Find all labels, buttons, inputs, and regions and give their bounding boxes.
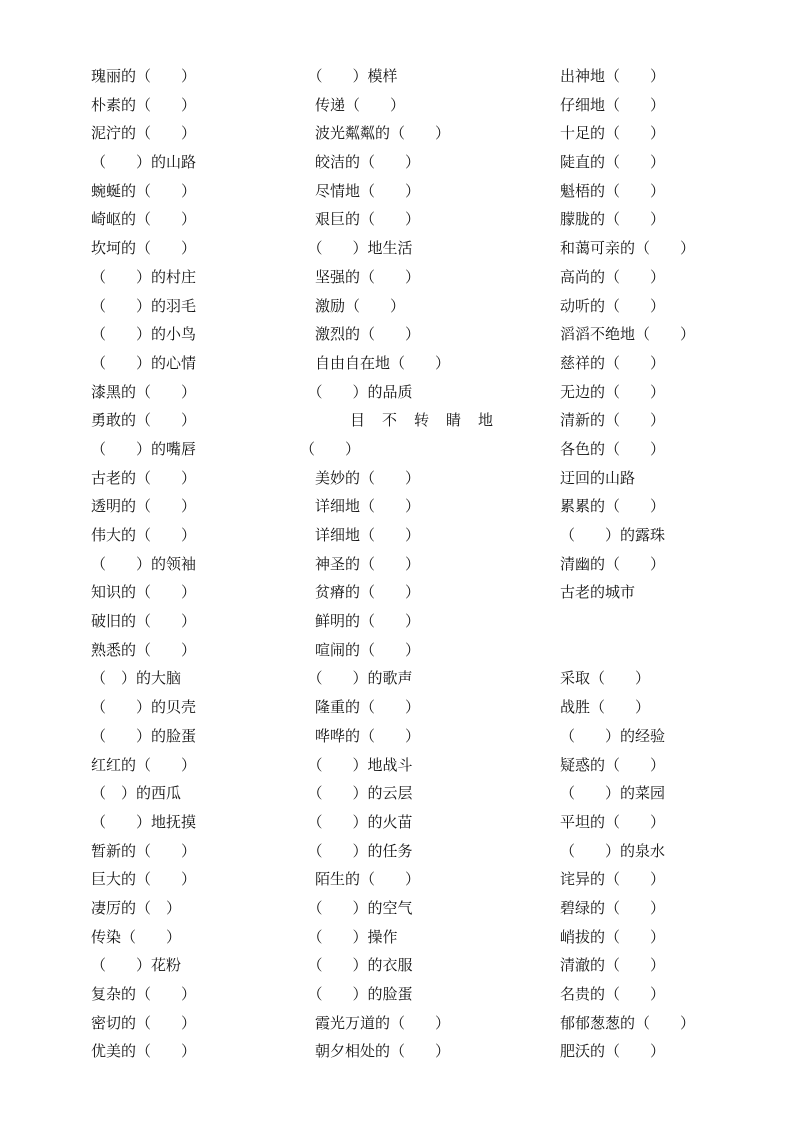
fill-in-item: 优美的（ ） [91,1042,197,1061]
fill-in-item [560,636,785,665]
fill-in-item: 慈祥的（ ） [560,353,666,372]
fill-in-item: 疑惑的（ ） [560,755,666,774]
fill-in-item: 传递（ ） [300,95,406,114]
fill-in-item: （ ）模样 [300,67,398,85]
fill-in-item: 皎洁的（ ） [300,153,421,172]
fill-in-item: 和蔼可亲的（ ） [560,239,696,258]
fill-in-item: 激烈的（ ） [300,325,421,344]
column-left [91,62,306,1066]
fill-in-item: （ ）的小鸟 [91,325,197,344]
fill-in-item: （ ）的品质 [300,382,413,401]
fill-in-item: （ ） [300,439,361,458]
fill-in-item: 累累的（ ） [560,497,666,516]
fill-in-item: 巨大的（ ） [91,870,197,889]
fill-in-item: 知识的（ ） [91,583,197,602]
fill-in-item: 坚强的（ ） [300,267,421,286]
fill-in-item: （ ）的歌声 [300,669,413,688]
fill-in-item: 郁郁葱葱的（ ） [560,1013,696,1032]
fill-in-item: （ ）的村庄 [91,267,197,286]
fill-in-item: 十足的（ ） [560,124,666,143]
fill-in-item: 魁梧的（ ） [560,181,666,200]
fill-in-item: （ ）的山路 [91,153,197,172]
fill-in-item: 名贵的（ ） [560,985,666,1003]
fill-in-item: （ ）的脸蛋 [91,726,197,745]
fill-in-item: 陌生的（ ） [300,870,421,889]
fill-in-item: （ ）的云层 [300,784,413,803]
fill-in-item: 凄厉的（ ） [91,898,182,917]
fill-in-item: 勇敢的（ ） [91,411,197,430]
fill-in-item: 峭拔的（ ） [560,927,666,946]
fill-in-item: （ ）的领袖 [91,554,197,573]
fill-in-item: 清幽的（ ） [560,554,666,573]
fill-in-item: 采取（ ） [560,669,651,688]
fill-in-item: 古老的城市 [560,583,636,602]
fill-in-item: （ ）花粉 [91,956,182,975]
fill-in-item: （ ）的火苗 [300,812,413,831]
fill-in-item: 霞光万道的（ ） [300,1013,451,1032]
fill-in-item: 平坦的（ ） [560,812,666,831]
fill-in-item: 熟悉的（ ） [91,640,197,659]
fill-in-item: （ ）的大脑 [91,669,182,688]
fill-in-item: 艰巨的（ ） [300,210,421,229]
fill-in-item: 朴素的（ ） [91,95,197,114]
fill-in-item: 红红的（ ） [91,755,197,774]
fill-in-item: 贫瘠的（ ） [300,583,421,602]
fill-in-item: 瑰丽的（ ） [91,67,197,85]
fill-in-item: （ ）的羽毛 [91,296,197,315]
fill-in-item: 破旧的（ ） [91,612,197,631]
fill-in-item: （ ）的衣服 [300,956,413,975]
fill-in-item: 各色的（ ） [560,439,666,458]
fill-in-item: 迂回的山路 [560,468,636,487]
fill-in-item: （ ）的菜园 [560,784,666,803]
fill-in-item: 隆重的（ ） [300,698,421,717]
fill-in-item: 尽情地（ ） [300,181,421,200]
column-middle [300,62,550,1066]
fill-in-item: （ ）操作 [300,927,398,946]
fill-in-item: 清新的（ ） [560,411,666,430]
fill-in-item: 哗哗的（ ） [300,726,421,745]
fill-in-item: 高尚的（ ） [560,267,666,286]
fill-in-item [560,607,785,636]
fill-in-item: 朦胧的（ ） [560,210,666,229]
fill-in-item: 陡直的（ ） [560,153,666,172]
fill-in-item: （ ）的经验 [560,726,666,745]
fill-in-item: （ ）的露珠 [560,526,666,544]
fill-in-item: 蜿蜒的（ ） [91,181,197,200]
fill-in-item: （ ）的任务 [300,841,413,860]
fill-in-item: 漆黑的（ ） [91,382,197,401]
fill-in-item: （ ）的西瓜 [91,784,182,803]
fill-in-item: （ ）的心情 [91,353,197,372]
fill-in-item: 碧绿的（ ） [560,898,666,917]
fill-in-item: 战胜（ ） [560,698,651,717]
fill-in-item: 诧异的（ ） [560,870,666,889]
column-right [560,62,785,1066]
fill-in-item: （ ）的空气 [300,898,413,917]
fill-in-item: 泥泞的（ ） [91,124,197,143]
fill-in-item: 滔滔不绝地（ ） [560,325,696,344]
fill-in-item: 清澈的（ ） [560,956,666,975]
fill-in-item: （ ）的嘴唇 [91,439,197,458]
fill-in-item: 目不转睛地 [350,411,511,430]
fill-in-item: 无边的（ ） [560,382,666,401]
fill-in-item: 伟大的（ ） [91,526,197,544]
fill-in-item: 传染（ ） [91,927,182,946]
fill-in-item: 朝夕相处的（ ） [300,1042,451,1061]
fill-in-item: 古老的（ ） [91,468,197,487]
fill-in-item: 仔细地（ ） [560,95,666,114]
fill-in-item: （ ）地战斗 [300,755,413,774]
fill-in-item: 崎岖的（ ） [91,210,197,229]
fill-in-item: 复杂的（ ） [91,985,197,1003]
fill-in-item: 详细地（ ） [300,526,421,544]
fill-in-item: 暂新的（ ） [91,841,197,860]
fill-in-item: 肥沃的（ ） [560,1042,666,1061]
fill-in-item: （ ）的贝壳 [91,698,197,717]
fill-in-item: 鲜明的（ ） [300,612,421,631]
fill-in-item: 透明的（ ） [91,497,197,516]
fill-in-item: （ ）地生活 [300,239,413,258]
fill-in-item: 动听的（ ） [560,296,666,315]
fill-in-item: 密切的（ ） [91,1013,197,1032]
fill-in-item: 详细地（ ） [300,497,421,516]
fill-in-item: 出神地（ ） [560,67,666,85]
fill-in-item: 波光粼粼的（ ） [300,124,451,143]
fill-in-item: 喧闹的（ ） [300,640,421,659]
fill-in-item: （ ）的脸蛋 [300,985,413,1003]
fill-in-item: 激励（ ） [300,296,406,315]
fill-in-item: （ ）的泉水 [560,841,666,860]
fill-in-item: 坎坷的（ ） [91,239,197,258]
fill-in-item: （ ）地抚摸 [91,812,197,831]
fill-in-item: 美妙的（ ） [300,468,421,487]
fill-in-item: 自由自在地（ ） [300,353,451,372]
fill-in-item: 神圣的（ ） [300,554,421,573]
